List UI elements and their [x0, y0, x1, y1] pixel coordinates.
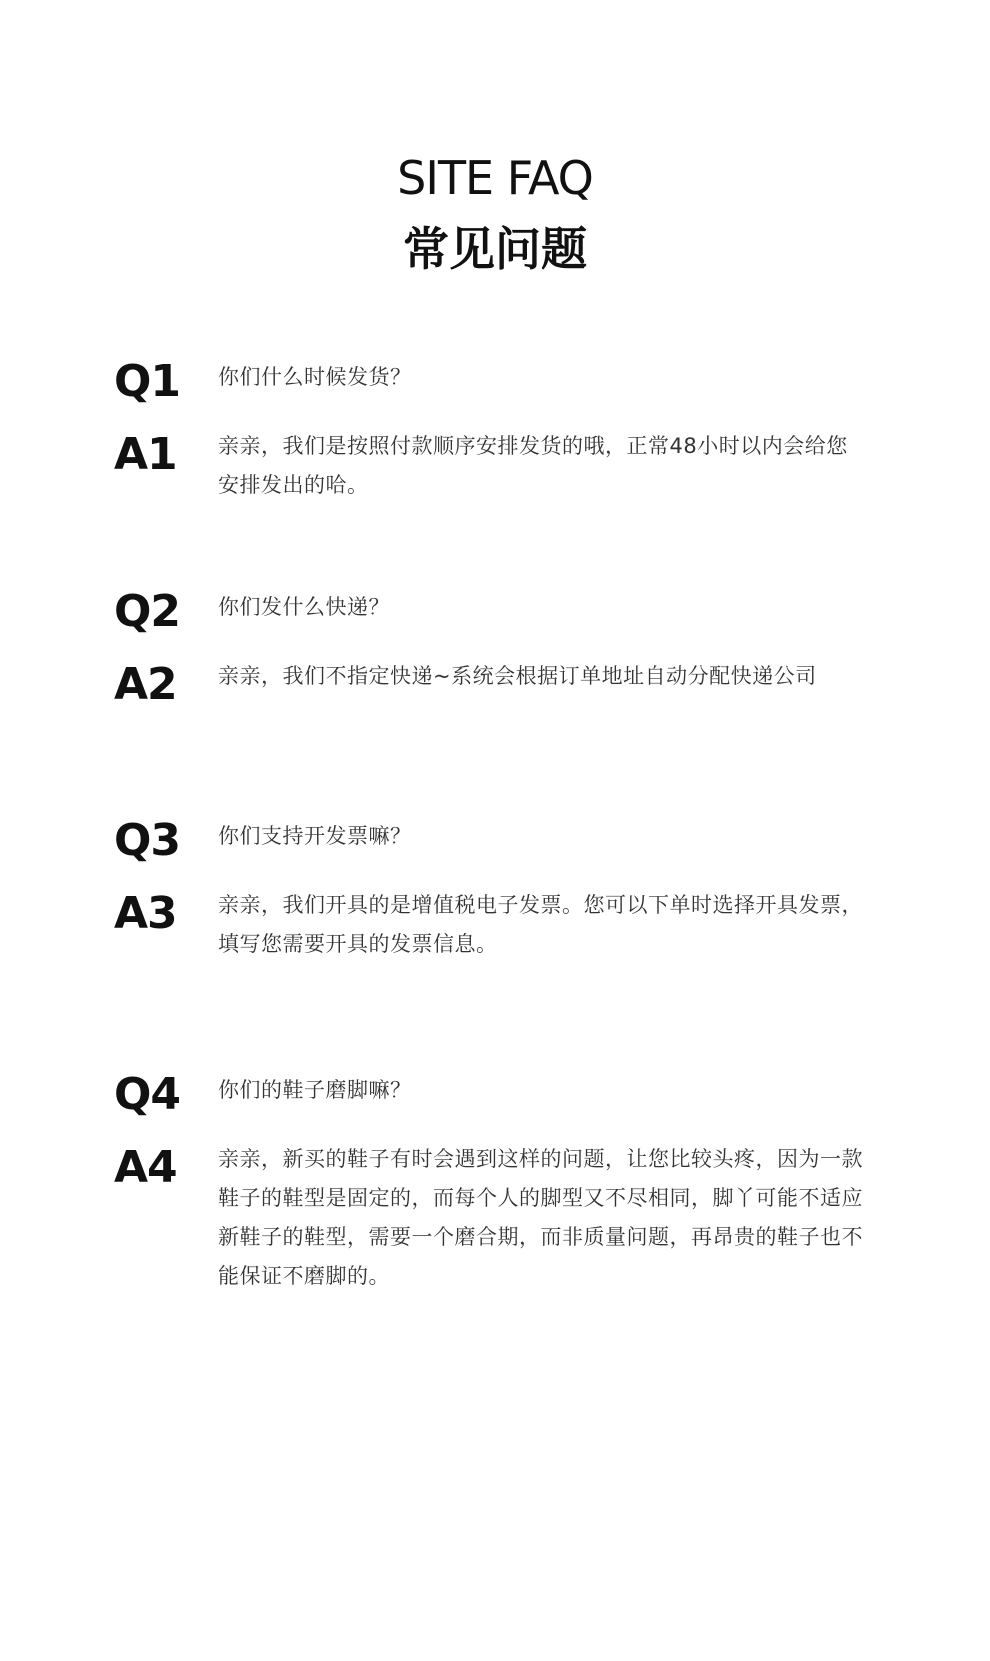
answer-text: 亲亲，我们不指定快递~系统会根据订单地址自动分配快递公司	[218, 664, 817, 688]
page-title-en: SITE FAQ	[397, 151, 593, 205]
question-text: 你们支持开发票嘛？	[218, 824, 412, 848]
page-title-zh: 常见问题	[403, 222, 587, 276]
answer-text: 亲亲，我们开具的是增值税电子发票。您可以下单时选择开具发票，填写您需要开具的发票信息。	[218, 893, 863, 956]
answer-label: A2	[114, 659, 177, 710]
answer-label: A3	[114, 888, 177, 939]
answer-label: A4	[114, 1142, 177, 1193]
question-text: 你们发什么快递？	[218, 595, 390, 619]
answer-text: 亲亲，我们是按照付款顺序安排发货的哦，正常48小时以内会给您安排发出的哈。	[218, 434, 848, 497]
question-label: Q3	[114, 815, 181, 866]
question-label: Q4	[114, 1069, 181, 1120]
question-text: 你们的鞋子磨脚嘛？	[218, 1078, 412, 1102]
answer-text: 亲亲，新买的鞋子有时会遇到这样的问题，让您比较头疼，因为一款鞋子的鞋型是固定的，而每个人的脚型又不尽相同，脚丫可能不适应新鞋子的鞋型，需要一个磨合期，而非质量问题，再昂贵的鞋子也不能保证不磨脚的。	[218, 1147, 863, 1288]
question-label: Q2	[114, 586, 181, 637]
question-text: 你们什么时候发货？	[218, 365, 412, 389]
question-label: Q1	[114, 356, 181, 407]
answer-label: A1	[114, 429, 177, 480]
